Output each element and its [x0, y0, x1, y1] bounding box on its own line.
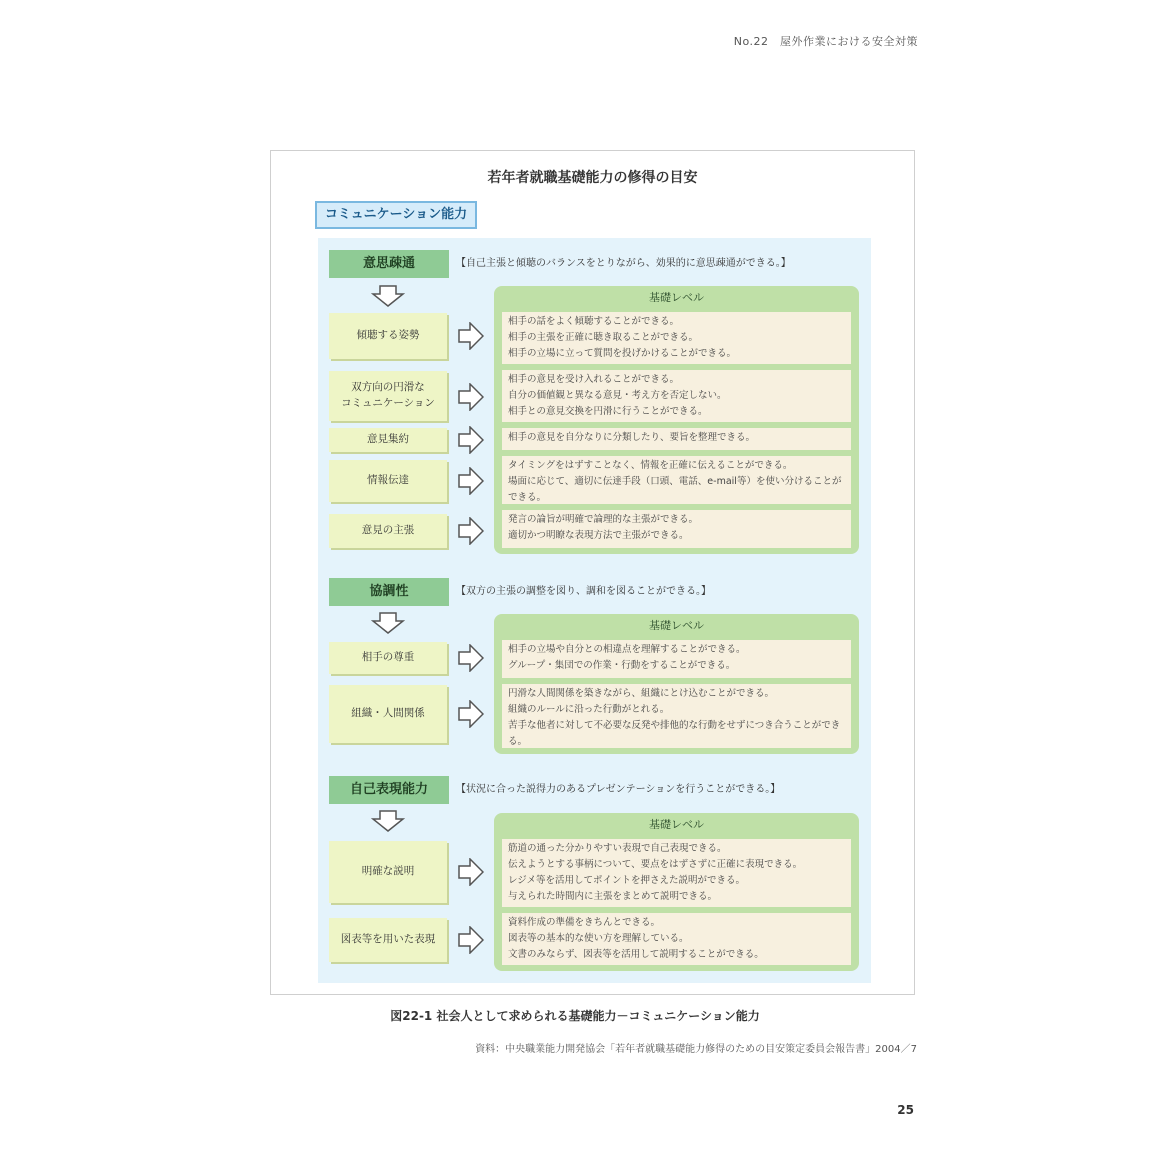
right-arrow-icon: [458, 858, 484, 886]
category-heading: 協調性: [329, 578, 449, 606]
category-heading: 意思疎通: [329, 250, 449, 278]
level-item: 円滑な人間関係を築きながら、組織にとけ込むことができる。 組織のルールに沿った行動がとれる。 苦手な他者に対して不必要な反発や排他的な行動をせずにつき合うことができる。: [502, 684, 851, 748]
level-box: [494, 614, 859, 754]
figure-panel: [318, 238, 871, 983]
sub-skill-label: 明確な説明: [329, 841, 447, 903]
level-header: 基礎レベル: [649, 291, 704, 304]
sub-skill-label: 組織・人間関係: [329, 685, 447, 743]
level-item: 筋道の通った分かりやすい表現で自己表現できる。 伝えようとする事柄について、要点をはずさずに正確に表現できる。 レジメ等を活用してポイントを押さえた説明ができる。 与えられた時間内に主張をまとめて説明できる。: [502, 839, 851, 907]
sub-skill-label: 傾聴する姿勢: [329, 313, 447, 359]
level-item: 相手の立場や自分との相違点を理解することができる。 グループ・集団での作業・行動をすることができる。: [502, 640, 851, 678]
level-item: 資料作成の準備をきちんとできる。 図表等の基本的な使い方を理解している。 文書のみならず、図表等を活用して説明することができる。: [502, 913, 851, 965]
level-item: タイミングをはずすことなく、情報を正確に伝えることができる。 場面に応じて、適切に伝達手段（口頭、電話、e-mail等）を使い分けることができる。: [502, 456, 851, 504]
category-description: 【自己主張と傾聴のバランスをとりながら、効果的に意思疎通ができる。】: [456, 258, 791, 269]
page-number: 25: [897, 1103, 914, 1117]
right-arrow-icon: [458, 467, 484, 495]
level-box: [494, 813, 859, 971]
category-description: 【双方の主張の調整を図り、調和を図ることができる。】: [456, 586, 711, 597]
sub-skill-label: 双方向の円滑な コミュニケーション: [329, 371, 447, 421]
level-header: 基礎レベル: [649, 619, 704, 632]
down-arrow-icon: [371, 810, 405, 832]
figure-caption: 図22-1 社会人として求められる基礎能力－コミュニケーション能力: [390, 1009, 760, 1023]
sub-skill-label: 情報伝達: [329, 460, 447, 502]
level-header: 基礎レベル: [649, 818, 704, 831]
section-tab: コミュニケーション能力: [315, 201, 477, 229]
category-description: 【状況に合った説得力のあるプレゼンテーションを行うことができる。】: [456, 784, 781, 795]
figure-frame: [270, 150, 915, 995]
sub-skill-label: 相手の尊重: [329, 642, 447, 674]
source-note: 資料：中央職業能力開発協会「若年者就職基礎能力修得のための目安策定委員会報告書」2004／7: [475, 1044, 917, 1055]
sub-skill-label: 図表等を用いた表現: [329, 918, 447, 962]
sub-skill-label: 意見の主張: [329, 514, 447, 548]
right-arrow-icon: [458, 426, 484, 454]
figure-title: 若年者就職基礎能力の修得の目安: [487, 170, 698, 186]
right-arrow-icon: [458, 517, 484, 545]
level-item: 相手の意見を受け入れることができる。 自分の価値観と異なる意見・考え方を否定しない。 相手との意見交換を円滑に行うことができる。: [502, 370, 851, 422]
right-arrow-icon: [458, 926, 484, 954]
running-header: No.22 屋外作業における安全対策: [733, 35, 918, 48]
down-arrow-icon: [371, 285, 405, 307]
level-box: [494, 286, 859, 554]
level-item: 発言の論旨が明確で論理的な主張ができる。 適切かつ明瞭な表現方法で主張ができる。: [502, 510, 851, 548]
right-arrow-icon: [458, 322, 484, 350]
down-arrow-icon: [371, 612, 405, 634]
right-arrow-icon: [458, 383, 484, 411]
right-arrow-icon: [458, 644, 484, 672]
level-item: 相手の話をよく傾聴することができる。 相手の主張を正確に聴き取ることができる。 相手の立場に立って質問を投げかけることができる。: [502, 312, 851, 364]
level-item: 相手の意見を自分なりに分類したり、要旨を整理できる。: [502, 428, 851, 450]
right-arrow-icon: [458, 700, 484, 728]
sub-skill-label: 意見集約: [329, 428, 447, 452]
category-heading: 自己表現能力: [329, 776, 449, 804]
